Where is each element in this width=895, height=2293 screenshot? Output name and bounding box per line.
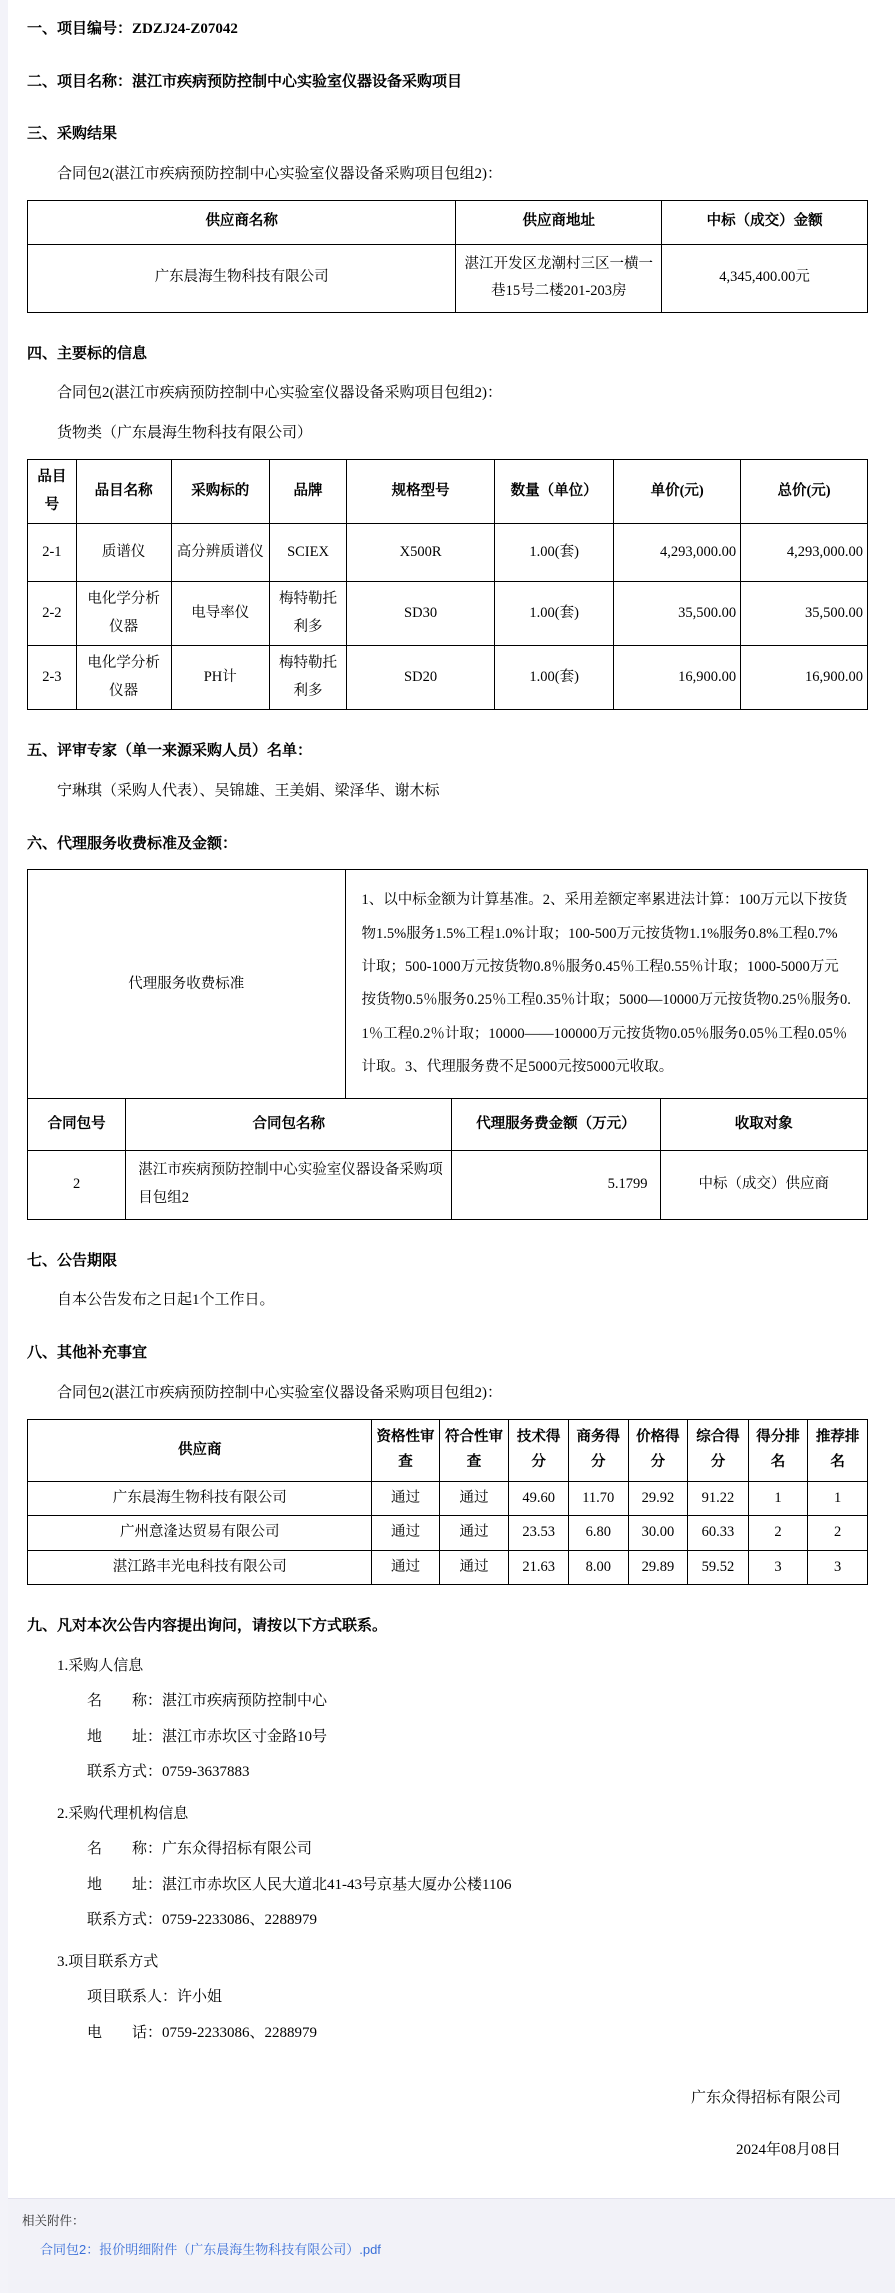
buyer-info-heading: 1.采购人信息 [57, 1657, 144, 1674]
score-price: 29.92 [628, 1481, 688, 1516]
score-header-recommend-rank: 推荐排名 [808, 1419, 868, 1481]
item-name: 质谱仪 [76, 524, 171, 582]
fee-amount-table [27, 1098, 868, 1219]
items-header-subject: 采购标的 [171, 460, 269, 524]
score-business: 8.00 [568, 1550, 628, 1585]
score-header-overall: 综合得分 [688, 1419, 748, 1481]
project-contact-phone: 电 话：0759-2233086、2288979 [87, 2024, 317, 2041]
fee-standard-row [28, 870, 868, 1099]
items-header-quantity: 数量（单位） [495, 460, 614, 524]
score-row-2 [28, 1516, 868, 1551]
items-row-1 [28, 524, 868, 582]
items-row-2 [28, 582, 868, 646]
announcement-period-text: 自本公告发布之日起1个工作日。 [57, 1292, 275, 1309]
section-3-title: 三、采购结果 [27, 126, 118, 142]
items-row-3 [28, 646, 868, 710]
result-table-header-row [28, 200, 868, 244]
score-overall: 60.33 [688, 1516, 748, 1551]
item-quantity: 1.00(套) [495, 524, 614, 582]
score-overall: 59.52 [688, 1550, 748, 1585]
expert-list: 宁琳琪（采购人代表）、吴锦雄、王美娟、梁泽华、谢木标 [57, 782, 440, 799]
score-conformity: 通过 [439, 1481, 509, 1516]
item-quantity: 1.00(套) [495, 646, 614, 710]
item-model: X500R [347, 524, 495, 582]
score-rank: 3 [748, 1550, 808, 1585]
attachment-pdf-link[interactable]: 合同包2：报价明细附件（广东晨海生物科技有限公司）.pdf [40, 2242, 381, 2258]
section-7-title: 七、公告期限 [27, 1252, 118, 1269]
score-supplier: 广东晨海生物科技有限公司 [28, 1481, 372, 1516]
item-subject: 高分辨质谱仪 [171, 524, 269, 582]
attachments-footer [8, 2198, 895, 2293]
fee-header-row [28, 1099, 868, 1151]
score-business: 11.70 [568, 1481, 628, 1516]
fee-header-package-name: 合同包名称 [126, 1099, 452, 1151]
score-header-supplier: 供应商 [28, 1419, 372, 1481]
fee-header-amount: 代理服务费金额（万元） [452, 1099, 660, 1151]
items-header-item-no: 品目号 [28, 460, 77, 524]
score-price: 29.89 [628, 1550, 688, 1585]
section-8-title: 八、其他补充事宜 [27, 1345, 148, 1362]
buyer-name: 名 称：湛江市疾病预防控制中心 [87, 1693, 328, 1710]
fee-amount: 5.1799 [452, 1151, 660, 1219]
buyer-phone: 联系方式：0759-3637883 [87, 1764, 250, 1781]
score-technical: 21.63 [509, 1550, 569, 1585]
score-technical: 23.53 [509, 1516, 569, 1551]
attachments-label: 相关附件： [22, 2214, 85, 2229]
recommend-rank: 3 [808, 1550, 868, 1585]
section-9-title: 九、凡对本次公告内容提出询问，请按以下方式联系。 [27, 1618, 388, 1635]
score-supplier: 湛江路丰光电科技有限公司 [28, 1550, 372, 1585]
result-table [27, 200, 868, 313]
fee-header-package-no: 合同包号 [28, 1099, 126, 1151]
item-quantity: 1.00(套) [495, 582, 614, 646]
item-model: SD30 [347, 582, 495, 646]
fee-package-name: 湛江市疾病预防控制中心实验室仪器设备采购项目包组2 [126, 1151, 452, 1219]
signature-block [27, 2086, 841, 2162]
score-qualification: 通过 [372, 1516, 439, 1551]
score-conformity: 通过 [439, 1516, 509, 1551]
score-header-conformity: 符合性审查 [439, 1419, 509, 1481]
item-total-price: 4,293,000.00 [741, 524, 868, 582]
result-header-supplier: 供应商名称 [28, 200, 456, 244]
score-header-price: 价格得分 [628, 1419, 688, 1481]
item-subject: 电导率仪 [171, 582, 269, 646]
result-table-row [28, 244, 868, 312]
result-header-address: 供应商地址 [456, 200, 662, 244]
score-header-qualification: 资格性审查 [372, 1419, 439, 1481]
score-header-technical: 技术得分 [509, 1419, 569, 1481]
section-4-intro: 合同包2(湛江市疾病预防控制中心实验室仪器设备采购项目包组2)： [57, 385, 502, 402]
score-row-1 [28, 1481, 868, 1516]
signature-org: 广东众得招标有限公司 [690, 2090, 841, 2107]
item-subject: PH计 [171, 646, 269, 710]
score-technical: 49.60 [509, 1481, 569, 1516]
item-unit-price: 16,900.00 [614, 646, 741, 710]
score-table [27, 1419, 868, 1586]
fee-standard-label: 代理服务收费标准 [28, 870, 346, 1099]
score-price: 30.00 [628, 1516, 688, 1551]
item-unit-price: 4,293,000.00 [614, 524, 741, 582]
score-business: 6.80 [568, 1516, 628, 1551]
item-model: SD20 [347, 646, 495, 710]
score-header-row [28, 1419, 868, 1481]
agency-name: 名 称：广东众得招标有限公司 [87, 1841, 313, 1858]
score-rank: 1 [748, 1481, 808, 1516]
items-header-total-price: 总价(元) [741, 460, 868, 524]
signature-date: 2024年08月08日 [735, 2142, 841, 2159]
fee-package-no: 2 [28, 1151, 126, 1219]
result-address: 湛江开发区龙潮村三区一横一巷15号二楼201-203房 [456, 244, 662, 312]
item-brand: SCIEX [269, 524, 346, 582]
section-4-category: 货物类（广东晨海生物科技有限公司） [57, 425, 313, 442]
result-header-amount: 中标（成交）金额 [662, 200, 868, 244]
item-total-price: 16,900.00 [741, 646, 868, 710]
score-header-score-rank: 得分排名 [748, 1419, 808, 1481]
item-unit-price: 35,500.00 [614, 582, 741, 646]
recommend-rank: 2 [808, 1516, 868, 1551]
section-1-project-number: 一、项目编号：ZDZJ24-Z07042 [27, 21, 238, 37]
result-amount: 4,345,400.00元 [662, 244, 868, 312]
result-supplier: 广东晨海生物科技有限公司 [28, 244, 456, 312]
item-no: 2-2 [28, 582, 77, 646]
section-3-intro: 合同包2(湛江市疾病预防控制中心实验室仪器设备采购项目包组2)： [57, 165, 502, 182]
items-header-item-name: 品目名称 [76, 460, 171, 524]
item-name: 电化学分析仪器 [76, 646, 171, 710]
buyer-address: 地 址：湛江市赤坎区寸金路10号 [87, 1728, 328, 1745]
agency-address: 地 址：湛江市赤坎区人民大道北41-43号京基大厦办公楼1106 [87, 1876, 512, 1893]
announcement-content [8, 0, 895, 2162]
score-row-3 [28, 1550, 868, 1585]
fee-standard-table [27, 869, 868, 1099]
item-brand: 梅特勒托利多 [269, 646, 346, 710]
score-conformity: 通过 [439, 1550, 509, 1585]
agency-info-heading: 2.采购代理机构信息 [57, 1805, 189, 1822]
items-header-unit-price: 单价(元) [614, 460, 741, 524]
recommend-rank: 1 [808, 1481, 868, 1516]
score-supplier: 广州意湰达贸易有限公司 [28, 1516, 372, 1551]
score-overall: 91.22 [688, 1481, 748, 1516]
fee-row [28, 1151, 868, 1219]
section-2-project-name: 二、项目名称：湛江市疾病预防控制中心实验室仪器设备采购项目 [27, 73, 463, 90]
project-contact-heading: 3.项目联系方式 [57, 1953, 159, 1970]
section-6-title: 六、代理服务收费标准及金额： [27, 835, 238, 852]
item-total-price: 35,500.00 [741, 582, 868, 646]
fee-header-payer: 收取对象 [660, 1099, 868, 1151]
section-5-title: 五、评审专家（单一来源采购人员）名单： [27, 743, 313, 760]
item-brand: 梅特勒托利多 [269, 582, 346, 646]
items-header-model: 规格型号 [347, 460, 495, 524]
items-header-brand: 品牌 [269, 460, 346, 524]
item-no: 2-1 [28, 524, 77, 582]
project-contact-person: 项目联系人：许小姐 [87, 1989, 223, 2006]
score-qualification: 通过 [372, 1481, 439, 1516]
contact-block [57, 1654, 868, 2047]
fee-standard-text: 1、以中标金额为计算基准。2、采用差额定率累进法计算：100万元以下按货物1.5%服务1.5%工程1.0%计取；100-500万元按货物1.1%服务0.8%工程0.7%计取；500-1000万元按货物0.8％服务0.45％工程0.55％计取；1000-5000万元按货物0.5％服务0.25％工程0.35％计取；5000—10000万元按货物0.25％服务0.1％工程0.2％计取；10000——100000万元按货物0.05％服务0.05％工程0.05％计取。3、代理服务费不足5000元按5000元收取。 [345, 870, 867, 1099]
items-table [27, 459, 868, 710]
agency-phone: 联系方式：0759-2233086、2288979 [87, 1912, 317, 1929]
items-header-row [28, 460, 868, 524]
item-name: 电化学分析仪器 [76, 582, 171, 646]
score-rank: 2 [748, 1516, 808, 1551]
section-4-title: 四、主要标的信息 [27, 345, 148, 362]
fee-payer: 中标（成交）供应商 [660, 1151, 868, 1219]
score-header-business: 商务得分 [568, 1419, 628, 1481]
item-no: 2-3 [28, 646, 77, 710]
score-qualification: 通过 [372, 1550, 439, 1585]
section-8-intro: 合同包2(湛江市疾病预防控制中心实验室仪器设备采购项目包组2)： [57, 1384, 502, 1401]
